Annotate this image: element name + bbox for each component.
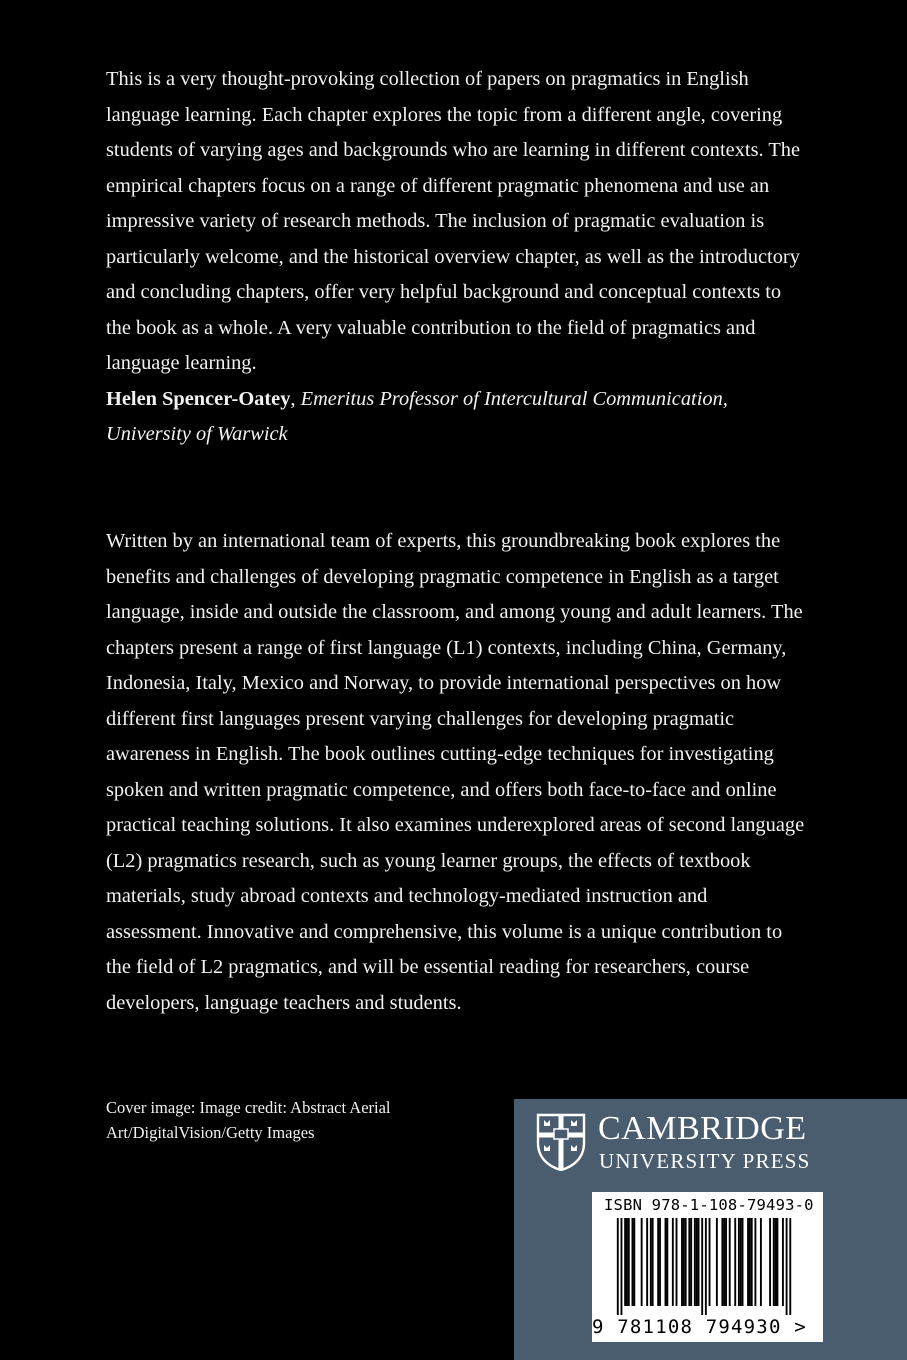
barcode-bar <box>773 1218 775 1306</box>
barcode-bar <box>747 1218 749 1306</box>
barcode-bar <box>760 1218 762 1306</box>
barcode-bar <box>725 1218 727 1306</box>
barcode-bar <box>666 1218 668 1306</box>
reviewer-affiliation: Emeritus Professor of Intercultural Communication, University of Warwick <box>106 387 728 445</box>
barcode-box <box>592 1192 823 1342</box>
ean-digits: 9 781108 794930 > <box>592 1316 807 1338</box>
barcode-bar <box>694 1218 696 1306</box>
barcode-bar <box>776 1218 778 1306</box>
barcode-bar <box>652 1218 654 1306</box>
barcode-bar <box>729 1218 731 1306</box>
barcode-bar <box>786 1218 788 1315</box>
barcode-bar <box>688 1218 690 1306</box>
barcode-bar <box>742 1218 744 1306</box>
publisher-name: CAMBRIDGE <box>598 1110 807 1147</box>
barcode-bar <box>621 1218 623 1315</box>
barcode-bar <box>685 1218 687 1306</box>
review-section <box>106 62 806 453</box>
barcode-bar <box>657 1218 659 1306</box>
barcode-bar <box>716 1218 718 1306</box>
review-quote: This is a very thought-provoking collection of papers on pragmatics in English language learning. Each chapter explores the topic from a different angle, covering students of varying ages and backgrounds who are learning in different contexts. The empirical chapters focus on a range of different pragmatic phenomena and use an impressive variety of research methods. The inclusion of pragmatic evaluation is particularly welcome, and the historical overview chapter, as well as the introductory and concluding chapters, offer very helpful background and conceptual contexts to the book as a whole. A very valuable contribution to the field of pragmatics and language learning. <box>106 68 801 374</box>
barcode-bar <box>683 1218 685 1306</box>
isbn-label: ISBN 978-1-108-79493-0 <box>604 1196 814 1214</box>
barcode-bar <box>650 1218 652 1306</box>
barcode-bar <box>690 1218 692 1306</box>
barcode-bar <box>740 1218 742 1306</box>
barcode-bar <box>738 1218 740 1306</box>
barcode-bar <box>641 1218 643 1306</box>
barcode-bar <box>721 1218 723 1306</box>
barcode-bar <box>626 1218 628 1306</box>
barcode-bar <box>646 1218 648 1306</box>
barcode-bar <box>789 1218 791 1315</box>
cover-image-credit: Cover image: Image credit: Abstract Aerial Art/DigitalVision/Getty Images <box>106 1098 391 1142</box>
barcode-bar <box>775 1218 777 1306</box>
reviewer-name: Helen Spencer-Oatey <box>106 387 291 410</box>
publisher-subname: UNIVERSITY PRESS <box>599 1149 811 1173</box>
barcode-bar <box>696 1218 698 1306</box>
barcode-bar <box>676 1218 678 1306</box>
barcode-bar <box>617 1218 619 1315</box>
barcode-bar <box>701 1218 703 1315</box>
barcode-bar <box>633 1218 635 1306</box>
barcode-bar <box>632 1218 634 1306</box>
barcode-bar <box>749 1218 751 1306</box>
book-description: Written by an international team of experts, this groundbreaking book explores the benefits and challenges of developing pragmatic competence in English as a target language, inside and outside the classroom, and among young and adult learners. The chapters present a range of first language (L1) contexts, including China, Germany, Indonesia, Italy, Mexico and Norway, to provide international perspectives on how different first languages present varying challenges for developing pragmatic awareness in English. The book outlines cutting-edge techniques for investigating spoken and written pragmatic competence, and offers both face-to-face and online practical teaching solutions. It also examines underexplored areas of second language (L2) pragmatics research, such as young learner groups, the effects of textbook materials, study abroad contexts and technology-mediated instruction and assessment. Innovative and comprehensive, this volume is a unique contribution to the field of L2 pragmatics, and will be essential reading for researchers, course developers, language teachers and students. <box>106 530 805 1014</box>
barcode-bar <box>751 1218 753 1306</box>
barcode-bar <box>672 1218 674 1306</box>
barcode-bar <box>723 1218 725 1306</box>
review-attribution: Helen Spencer-Oatey, Emeritus Professor of Intercultural Communication, University of Warwick <box>106 387 728 445</box>
barcode-bar <box>782 1218 784 1306</box>
cambridge-crest-icon <box>536 1113 586 1171</box>
barcode-bar <box>754 1218 756 1306</box>
barcode-bar <box>698 1218 700 1306</box>
barcode-bars <box>604 1218 804 1315</box>
barcode-bar <box>709 1218 711 1306</box>
barcode-bar <box>769 1218 771 1306</box>
barcode-bar <box>665 1218 667 1306</box>
barcode-bar <box>628 1218 630 1306</box>
publisher-panel <box>514 1099 907 1360</box>
barcode-bar <box>624 1218 626 1306</box>
barcode-bar <box>681 1218 683 1306</box>
barcode-bar <box>659 1218 661 1306</box>
barcode-bar <box>705 1218 707 1315</box>
barcode-bar <box>734 1218 736 1306</box>
